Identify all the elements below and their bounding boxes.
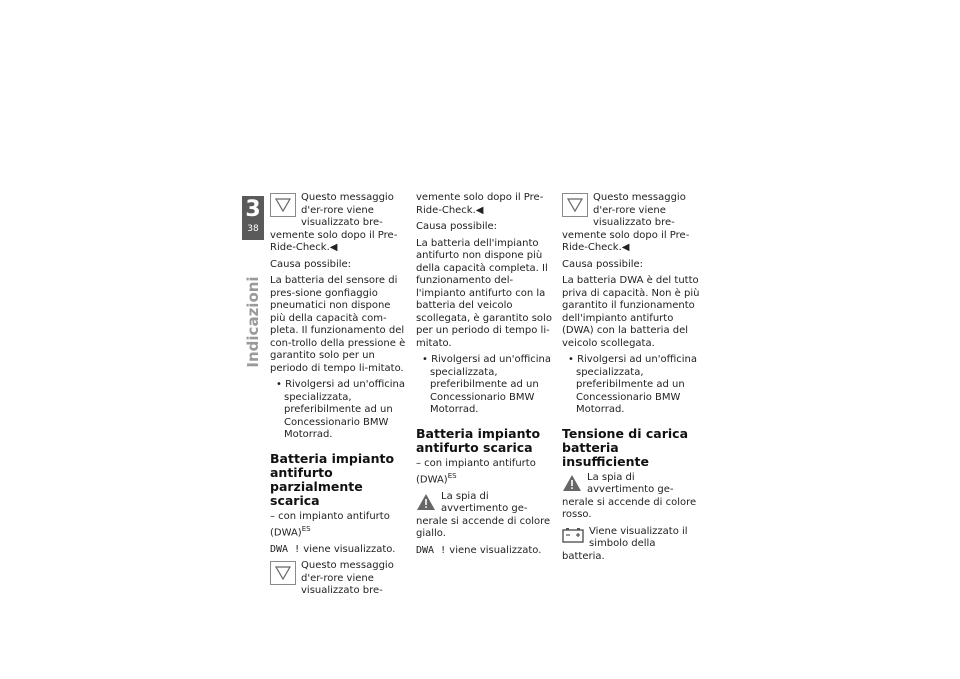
dwa-text: viene visualizzato. — [303, 543, 396, 555]
bullet-item: • Rivolgersi ad un'officina specializzata, preferibilmente ad un Concessionario BMW Motorrad. — [276, 379, 406, 440]
chapter-tab — [242, 196, 264, 240]
section-title-text: Indicazioni — [244, 276, 262, 368]
cause-label: Causa possibile: — [270, 258, 352, 270]
message-note: Questo messaggio d'er-rore viene visualizzato bre-vemente solo dopo il Pre-Ride-Check.◀ — [562, 192, 690, 253]
option-line — [416, 458, 554, 487]
message-note: Questo messaggio d'er-rore viene visualizzato bre-vemente solo dopo il Pre-Ride-Check.◀ — [270, 192, 398, 253]
cause-text: La batteria del sensore di pres-sione gonfiaggio pneumatici non dispone più della capacità com-pleta. Il funzionamento del con-trollo della pressione è garantito solo per un periodo di tempo li-mitato. — [270, 275, 406, 374]
option-line — [270, 511, 408, 540]
bullet-item: • Rivolgersi ad un'officina specializzata, preferibilmente ad un Concessionario BMW Motorrad. — [568, 354, 698, 415]
bullet-item: • Rivolgersi ad un'officina specializzata, preferibilmente ad un Concessionario BMW Motorrad. — [422, 354, 552, 415]
warning-triangle-icon — [562, 473, 582, 493]
warning-text: La spia di avvertimento ge-nerale si accende di colore rosso. — [562, 471, 697, 520]
option-sup: ES — [301, 525, 311, 533]
section-heading: Batteria impianto antifurto parzialmente scarica — [270, 450, 395, 508]
section-title — [237, 262, 269, 382]
page-number: 38 — [247, 224, 259, 234]
warning-text: La spia di avvertimento ge-nerale si accende di colore giallo. — [416, 490, 551, 540]
column-2 — [416, 192, 554, 561]
column-3 — [562, 192, 700, 567]
cause-label: Causa possibile: — [416, 221, 498, 232]
message-note-cont: vemente solo dopo il Pre-Ride-Check.◀ — [416, 192, 544, 216]
option-text: – con impianto antifurto (DWA) — [416, 457, 536, 486]
chapter-number: 3 — [245, 197, 261, 222]
column-1 — [270, 192, 408, 602]
dwa-display-line — [270, 544, 408, 557]
info-triangle-icon — [270, 193, 296, 217]
info-triangle-icon — [270, 561, 296, 585]
dwa-display-line — [416, 545, 554, 558]
warning-triangle-icon — [416, 492, 436, 512]
cause-label: Causa possibile: — [562, 258, 644, 270]
section-heading: Tensione di carica batteria insufficiente — [562, 425, 689, 469]
dwa-code: DWA ! — [270, 543, 301, 555]
option-text: – con impianto antifurto (DWA) — [270, 510, 390, 539]
cause-text: La batteria dell'impianto antifurto non dispone più della capacità completa. Il funzionamento del-l'impianto antifurto con la batteria del veicolo scollegata, è garantito solo per un periodo di tempo li-mitato. — [416, 237, 552, 349]
option-sup: ES — [447, 472, 457, 480]
dwa-text: viene visualizzato. — [449, 544, 542, 556]
section-heading: Batteria impianto antifurto scarica — [416, 425, 541, 455]
message-note: Questo messaggio d'er-rore viene visualizzato bre- — [301, 560, 394, 597]
battery-text: Viene visualizzato il simbolo della batteria. — [562, 525, 688, 562]
cause-text: La batteria DWA è del tutto priva di capacità. Non è più garantito il funzionamento dell'impianto antifurto (DWA) con la batteria del veicolo scollegata. — [562, 275, 700, 349]
battery-icon — [562, 527, 584, 543]
info-triangle-icon — [562, 193, 588, 217]
dwa-code: DWA ! — [416, 544, 447, 556]
